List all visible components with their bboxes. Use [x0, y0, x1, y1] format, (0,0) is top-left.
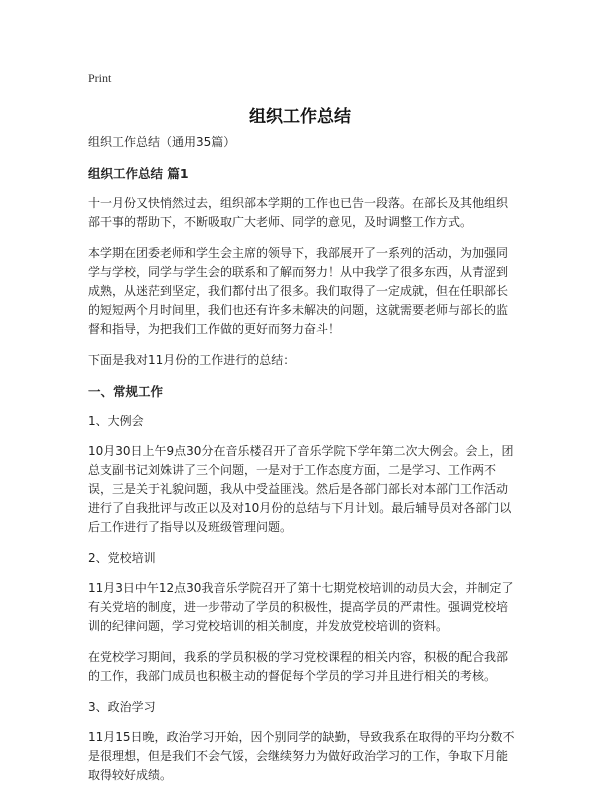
- print-label[interactable]: Print: [88, 71, 112, 85]
- paragraph: 11月15日晚，政治学习开始，因个别同学的缺勤，导致我系在取得的平均分数不是很理想，但是我们不会气馁，会继续努力为做好政治学习的工作，争取下月能取得较好成绩。: [88, 730, 515, 782]
- page-title: 组织工作总结: [249, 107, 351, 127]
- paragraph: 本学期在团委老师和学生会主席的领导下，我部展开了一系列的活动，为加强同学与学校，同学与学生会的联系和了解而努力！从中我学了很多东西，从青涩到成熟，从迷茫到坚定，我们都付出了很多。我们取得了一定成就，但在任职部长的短短两个月时间里，我们也还有许多未解决的问题，这就需要老师与部长的监督和指导，为把我们工作做的更好而努力奋斗！: [88, 246, 509, 336]
- paragraph: 下面是我对11月份的工作进行的总结：: [88, 353, 296, 367]
- paragraph: 在党校学习期间，我系的学员积极的学习党校课程的相关内容，积极的配合我部的工作，我部门成员也积极主动的督促每个学员的学习并且进行相关的考核。: [88, 650, 509, 683]
- item-heading: 1、大例会: [88, 414, 144, 428]
- paragraph: 十一月份又快悄然过去，组织部本学期的工作也已告一段落。在部长及其他组织部干事的帮助下，不断吸取广大老师、同学的意见，及时调整工作方式。: [88, 196, 509, 229]
- item-heading: 2、党校培训: [88, 551, 156, 565]
- section-heading: 组织工作总结 篇1: [88, 166, 189, 181]
- document-subtitle: 组织工作总结（通用35篇）: [88, 135, 236, 149]
- document-body: [88, 133, 518, 797]
- item-heading: 3、政治学习: [88, 700, 156, 714]
- paragraph: 11月3日中午12点30我音乐学院召开了第十七期党校培训的动员大会，并制定了有关党培的制度，进一步带动了学员的积极性，提高学员的严肃性。强调党校培训的纪律问题，学习党校培训的相关制度，并发放党校培训的资料。: [88, 581, 514, 633]
- part-heading: 一、常规工作: [88, 384, 164, 399]
- paragraph: 10月30日上午9点30分在音乐楼召开了音乐学院下学年第二次大例会。会上，团总支副书记刘姝讲了三个问题，一是对于工作态度方面，二是学习、工作两不误，三是关于礼貌问题，我从中受益匪浅。然后是各部门部长对本部门工作活动进行了自我批评与改正以及对10月份的总结与下月计划。最后辅导员对各部门以后工作进行了指导以及班级管理问题。: [88, 444, 514, 534]
